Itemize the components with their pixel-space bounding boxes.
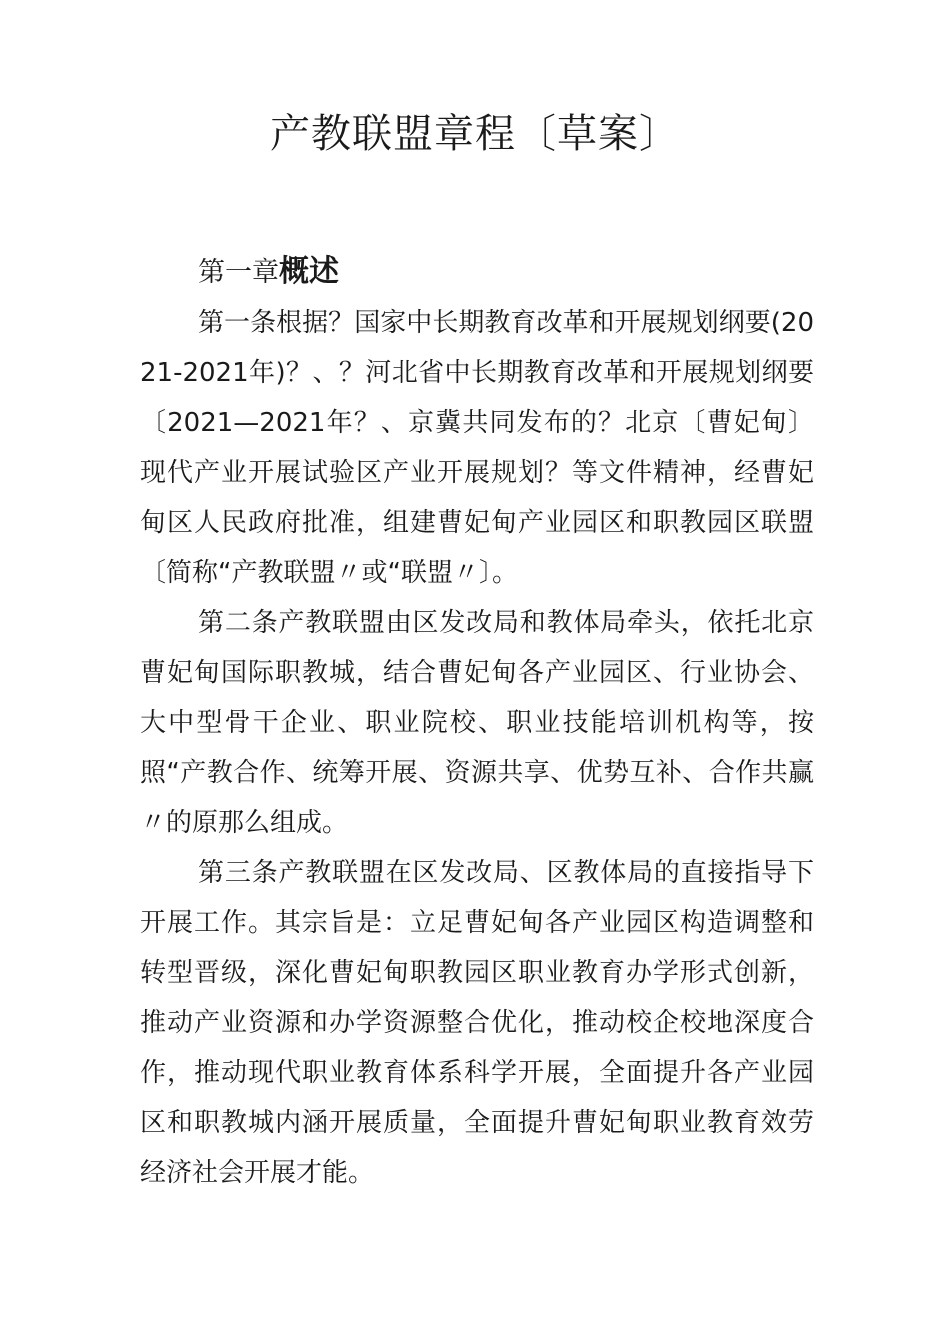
chapter-heading bbox=[198, 248, 339, 297]
article-3: 第三条产教联盟在区发改局、区教体局的直接指导下开展工作。其宗旨是：立足曹妃甸各产业园区构造调整和转型晋级，深化曹妃甸职教园区职业教育办学形式创新，推动产业资源和办学资源整合优化，推动校企校地深度合作，推动现代职业教育体系科学开展，全面提升各产业园区和职教城内涵开展质量，全面提升曹妃甸职业教育效劳经济社会开展才能。 bbox=[140, 858, 814, 1188]
document-body bbox=[140, 298, 814, 1198]
chapter-name: 概述 bbox=[279, 254, 339, 289]
chapter-number: 第一章 bbox=[198, 257, 279, 288]
article-2: 第二条产教联盟由区发改局和教体局牵头，依托北京曹妃甸国际职教城，结合曹妃甸各产业园区、行业协会、大中型骨干企业、职业院校、职业技能培训机构等，按照“产教合作、统筹开展、资源共享、优势互补、合作共赢〃的原那么组成。 bbox=[140, 608, 814, 838]
document-title: 产教联盟章程〔草案〕 bbox=[270, 111, 680, 157]
article-1: 第一条根据？国家中长期教育改革和开展规划纲要(2021-2021年)？、？河北省中长期教育改革和开展规划纲要〔2021—2021年？、京冀共同发布的？北京〔曹妃甸〕现代产业开展试验区产业开展规划？等文件精神，经曹妃甸区人民政府批准，组建曹妃甸产业园区和职教园区联盟〔简称“产教联盟〃或“联盟〃〕。 bbox=[140, 308, 814, 588]
